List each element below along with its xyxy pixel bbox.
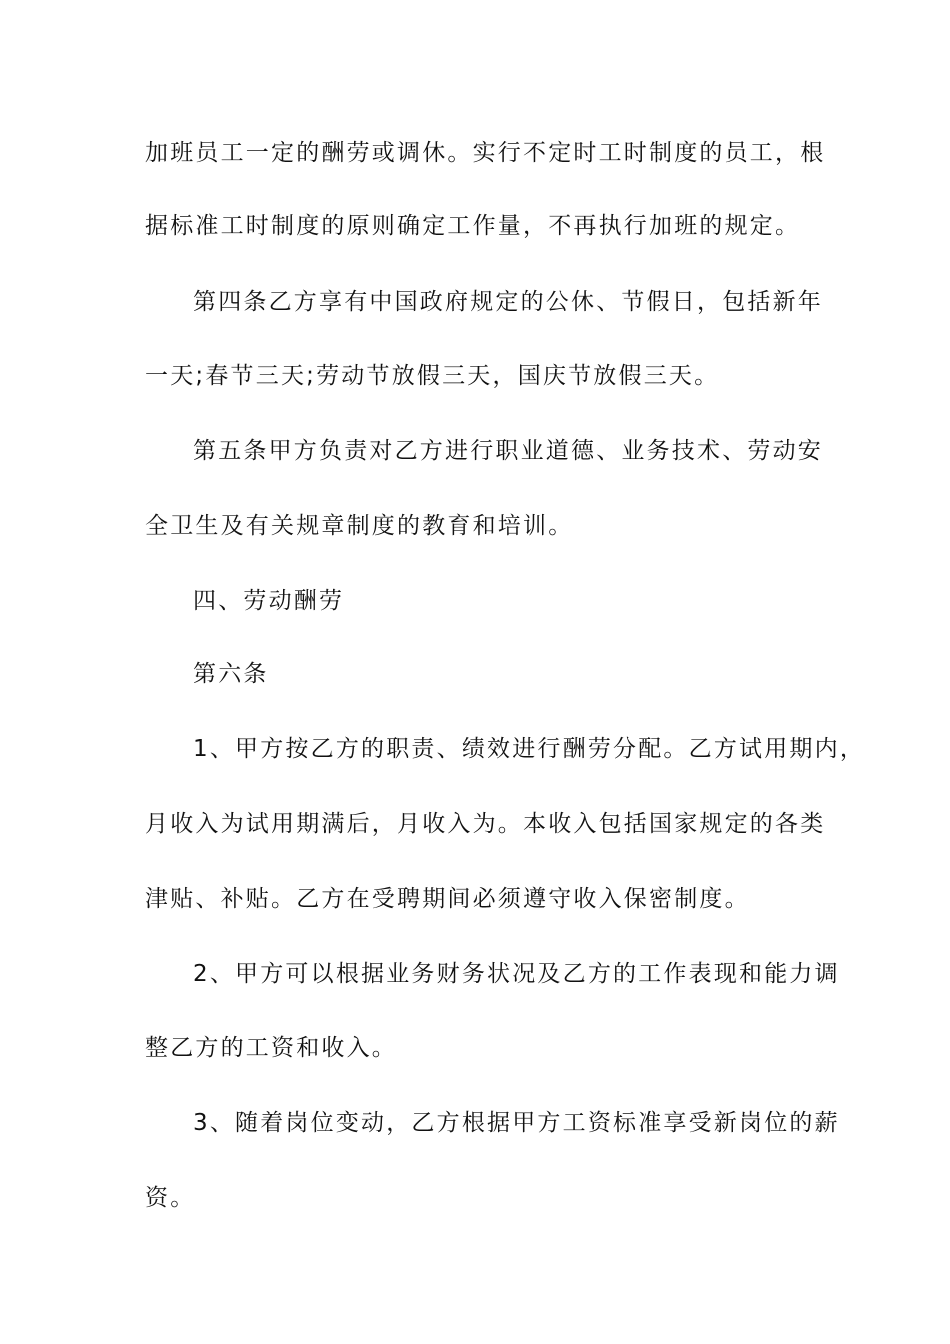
paragraph-line: 第四条乙方享有中国政府规定的公休、节假日，包括新年 [193,289,823,315]
paragraph-line: 2、甲方可以根据业务财务状况及乙方的工作表现和能力调 [193,961,840,987]
paragraph-line: 据标准工时制度的原则确定工作量，不再执行加班的规定。 [145,213,801,239]
paragraph-line: 第五条甲方负责对乙方进行职业道德、业务技术、劳动安 [193,438,823,464]
paragraph-line: 资。 [145,1185,196,1211]
paragraph-line: 3、随着岗位变动，乙方根据甲方工资标准享受新岗位的薪 [193,1110,840,1136]
paragraph-line: 整乙方的工资和收入。 [145,1035,397,1061]
paragraph-line: 加班员工一定的酬劳或调休。实行不定时工时制度的员工，根 [145,140,826,166]
paragraph-line: 津贴、补贴。乙方在受聘期间必须遵守收入保密制度。 [145,886,750,912]
paragraph-line: 月收入为试用期满后，月收入为。本收入包括国家规定的各类 [145,811,826,837]
article-heading: 第六条 [193,661,269,687]
paragraph-line: 全卫生及有关规章制度的教育和培训。 [145,513,574,539]
paragraph-line: 一天;春节三天;劳动节放假三天，国庆节放假三天。 [145,363,720,389]
section-heading: 四、劳动酬劳 [193,588,345,614]
paragraph-line: 1、甲方按乙方的职责、绩效进行酬劳分配。乙方试用期内， [193,736,866,762]
